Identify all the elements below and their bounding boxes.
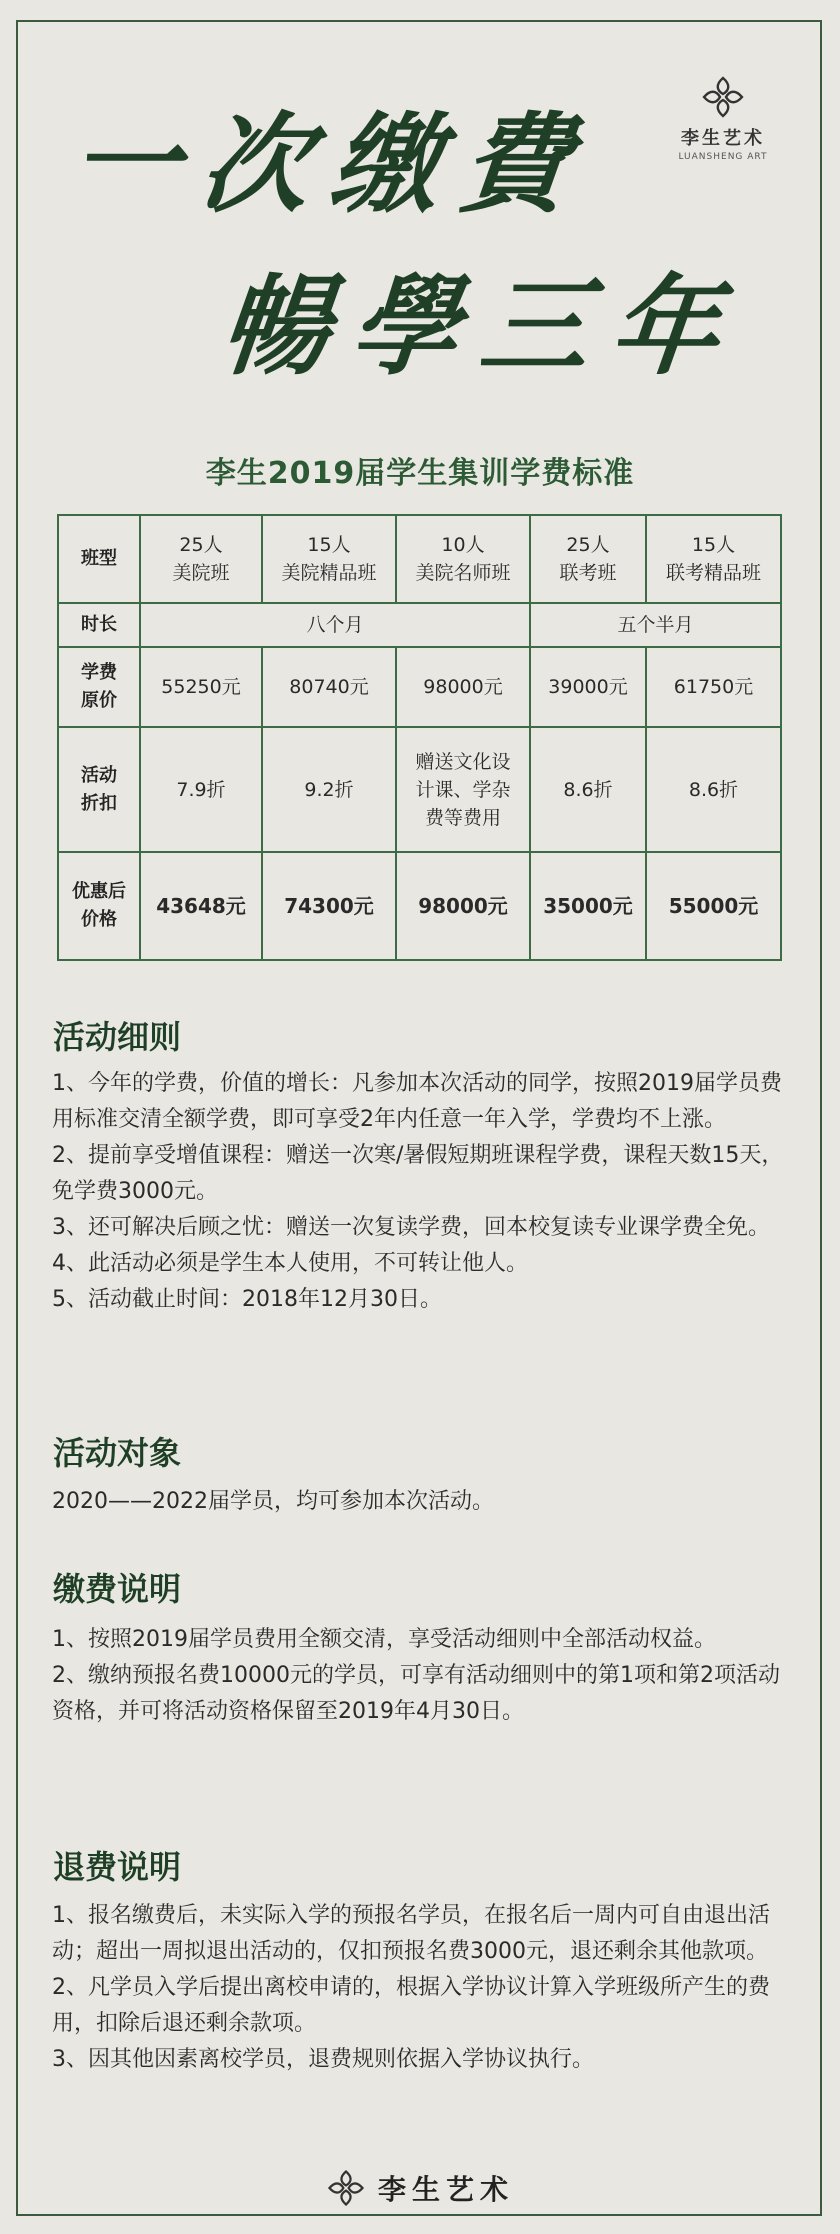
price-cell: 61750元 bbox=[646, 647, 781, 727]
rules-item: 1、今年的学费，价值的增长：凡参加本次活动的同学，按照2019届学员费用标准交清全额学费，即可享受2年内任意一年入学，学费均不上涨。 bbox=[52, 1071, 782, 1132]
refund-item: 2、凡学员入学后提出离校申请的，根据入学协议计算入学班级所产生的费用，扣除后退还剩余款项。 bbox=[52, 1975, 770, 2036]
discount-cell: 8.6折 bbox=[530, 727, 646, 852]
class-cell bbox=[646, 515, 781, 603]
row-label-text: 优惠后 价格 bbox=[72, 881, 126, 930]
rules-heading: 活动细则 bbox=[53, 1018, 182, 1056]
class-cell-text: 10人 美院名师班 bbox=[415, 534, 511, 584]
footer-brand-name: 李生艺术 bbox=[377, 2173, 514, 2206]
discount-cell: 7.9折 bbox=[140, 727, 262, 852]
headline-line-1: 一次缴費 bbox=[64, 102, 598, 228]
brand-logo bbox=[668, 74, 778, 162]
refund-item: 1、报名缴费后，未实际入学的预报名学员，在报名后一周内可自由退出活动；超出一周拟退出活动的，仅扣预报名费3000元，退还剩余其他款项。 bbox=[52, 1903, 770, 1964]
brand-logo-icon bbox=[700, 74, 746, 120]
headline-line-2: 暢學三年 bbox=[214, 264, 748, 390]
discount-cell: 9.2折 bbox=[262, 727, 396, 852]
table-row-discount bbox=[58, 727, 781, 852]
discount-cell bbox=[396, 727, 530, 852]
class-cell-text: 15人 美院精品班 bbox=[281, 534, 377, 584]
payment-item: 1、按照2019届学员费用全额交清，享受活动细则中全部活动权益。 bbox=[52, 1627, 716, 1652]
row-label-discount bbox=[58, 727, 140, 852]
row-label-final-price bbox=[58, 852, 140, 960]
price-cell: 80740元 bbox=[262, 647, 396, 727]
refund-item: 3、因其他因素离校学员，退费规则依据入学协议执行。 bbox=[52, 2047, 594, 2072]
final-price-cell: 98000元 bbox=[396, 852, 530, 960]
class-cell bbox=[262, 515, 396, 603]
row-label-text: 活动 折扣 bbox=[81, 764, 117, 814]
class-cell-text: 15人 联考精品班 bbox=[665, 534, 761, 584]
price-cell: 55250元 bbox=[140, 647, 262, 727]
refund-list bbox=[52, 1898, 800, 2078]
duration-cell-group2: 五个半月 bbox=[530, 603, 781, 647]
final-price-cell: 35000元 bbox=[530, 852, 646, 960]
row-label-original-price bbox=[58, 647, 140, 727]
rules-list bbox=[52, 1066, 800, 1318]
target-text bbox=[52, 1484, 800, 1520]
rules-item: 2、提前享受增值课程：赠送一次寒/暑假短期班课程学费，课程天数15天，免学费3000元。 bbox=[52, 1143, 784, 1204]
rules-item: 5、活动截止时间：2018年12月30日。 bbox=[52, 1287, 442, 1312]
price-cell: 98000元 bbox=[396, 647, 530, 727]
row-label-text: 学费 原价 bbox=[81, 662, 117, 711]
target-item: 2020——2022届学员，均可参加本次活动。 bbox=[52, 1489, 494, 1514]
final-price-cell: 43648元 bbox=[140, 852, 262, 960]
table-row-final-price bbox=[58, 852, 781, 960]
rules-item: 3、还可解决后顾之忧：赠送一次复读学费，回本校复读专业课学费全免。 bbox=[52, 1215, 770, 1240]
brand-name-cn: 李生艺术 bbox=[681, 128, 765, 149]
duration-cell-group1: 八个月 bbox=[140, 603, 530, 647]
price-cell: 39000元 bbox=[530, 647, 646, 727]
table-row-duration bbox=[58, 603, 781, 647]
table-title: 李生2019届学生集训学费标准 bbox=[205, 456, 635, 491]
target-heading: 活动对象 bbox=[53, 1434, 182, 1472]
payment-item: 2、缴纳预报名费10000元的学员，可享有活动细则中的第1项和第2项活动资格，并可将活动资格保留至2019年4月30日。 bbox=[52, 1663, 780, 1724]
rules-item: 4、此活动必须是学生本人使用，不可转让他人。 bbox=[52, 1251, 528, 1276]
discount-cell-text: 赠送文化设 计课、学杂 费等费用 bbox=[415, 750, 511, 829]
discount-cell: 8.6折 bbox=[646, 727, 781, 852]
class-cell-text: 25人 美院班 bbox=[172, 534, 230, 584]
final-price-cell: 74300元 bbox=[262, 852, 396, 960]
class-cell bbox=[530, 515, 646, 603]
payment-heading: 缴费说明 bbox=[53, 1570, 182, 1608]
class-cell-text: 25人 联考班 bbox=[559, 534, 617, 584]
footer-logo-icon bbox=[326, 2168, 366, 2208]
final-price-cell: 55000元 bbox=[646, 852, 781, 960]
fee-table bbox=[57, 514, 782, 961]
row-label-duration: 时长 bbox=[58, 603, 140, 647]
footer bbox=[0, 2168, 840, 2212]
class-cell bbox=[396, 515, 530, 603]
class-cell bbox=[140, 515, 262, 603]
row-label-class-type: 班型 bbox=[58, 515, 140, 603]
table-row-class-type bbox=[58, 515, 781, 603]
brand-name-en: LUANSHENG ART bbox=[678, 152, 768, 162]
table-row-original-price bbox=[58, 647, 781, 727]
payment-list bbox=[52, 1622, 800, 1730]
refund-heading: 退费说明 bbox=[53, 1848, 182, 1886]
